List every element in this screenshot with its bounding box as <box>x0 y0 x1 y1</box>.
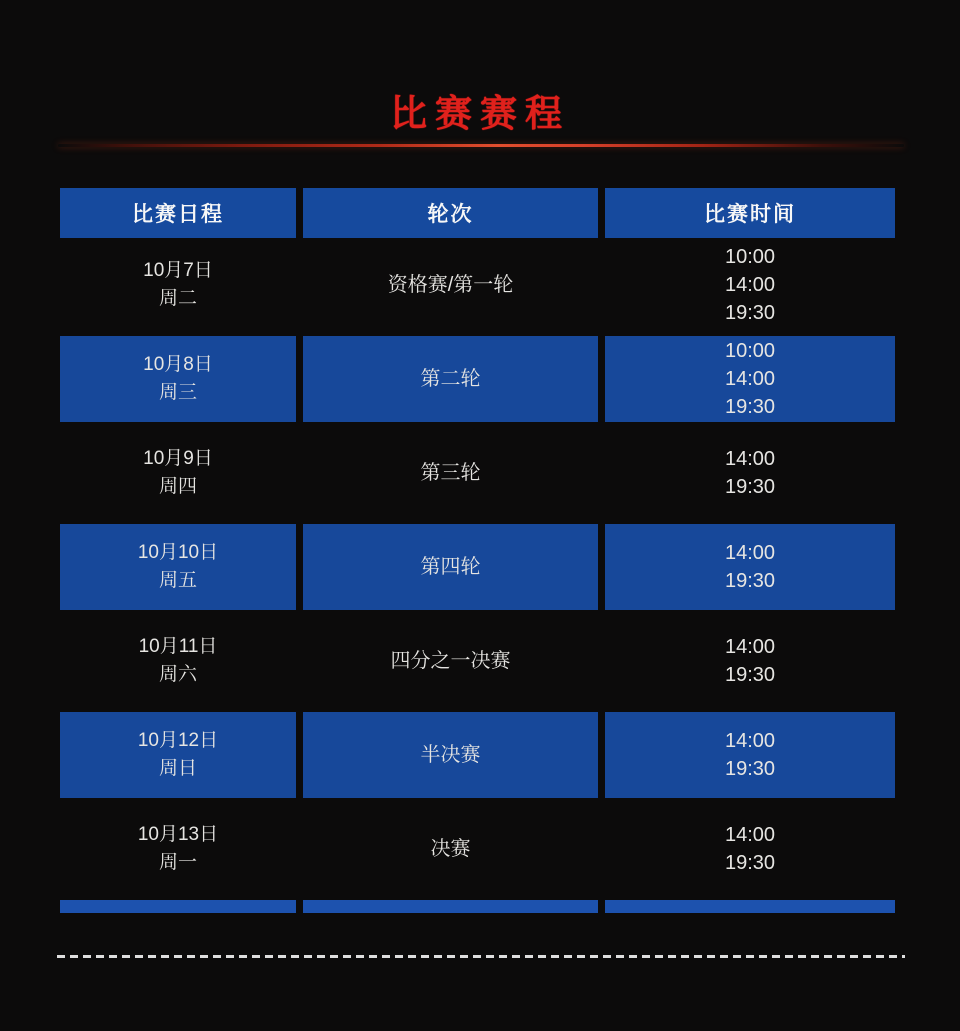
time-value: 19:30 <box>724 302 776 324</box>
time-value: 14:00 <box>724 542 776 564</box>
table-row <box>60 614 895 708</box>
round-label: 决赛 <box>430 838 471 860</box>
column-header-round: 轮次 <box>303 188 598 238</box>
date-cell <box>60 524 296 610</box>
date-label: 10月9日 <box>143 448 213 469</box>
weekday-label: 周四 <box>158 476 197 497</box>
date-cell <box>60 426 296 520</box>
date-label: 10月8日 <box>143 354 213 375</box>
round-label: 第四轮 <box>420 556 481 578</box>
time-value: 14:00 <box>724 636 776 658</box>
round-cell <box>303 426 598 520</box>
time-value: 19:30 <box>724 852 776 874</box>
table-header-row <box>60 188 895 238</box>
weekday-label: 周日 <box>158 758 197 779</box>
time-value: 19:30 <box>724 664 776 686</box>
time-value: 19:30 <box>724 570 776 592</box>
table-row <box>60 708 895 802</box>
round-cell <box>303 336 598 422</box>
time-value: 14:00 <box>724 730 776 752</box>
round-cell <box>303 712 598 798</box>
weekday-label: 周二 <box>158 288 197 309</box>
date-label: 10月12日 <box>137 730 219 751</box>
date-cell <box>60 238 296 332</box>
time-cell <box>605 614 895 708</box>
table-row <box>60 426 895 520</box>
date-cell <box>60 336 296 422</box>
date-label: 10月13日 <box>137 824 219 845</box>
time-cell <box>605 802 895 896</box>
time-value: 19:30 <box>724 396 776 418</box>
partial-cell <box>303 900 598 913</box>
round-cell <box>303 614 598 708</box>
dashed-separator <box>57 955 905 958</box>
round-label: 资格赛/第一轮 <box>387 274 514 296</box>
time-value: 14:00 <box>724 368 776 390</box>
time-value: 19:30 <box>724 758 776 780</box>
weekday-label: 周三 <box>158 382 197 403</box>
time-value: 14:00 <box>724 824 776 846</box>
page-title: 比赛赛程 <box>390 93 570 134</box>
round-cell <box>303 238 598 332</box>
column-header-time: 比赛时间 <box>605 188 895 238</box>
round-cell <box>303 802 598 896</box>
time-value: 10:00 <box>724 246 776 268</box>
round-label: 第三轮 <box>420 462 481 484</box>
round-label: 第二轮 <box>420 368 481 390</box>
date-label: 10月11日 <box>138 636 218 657</box>
red-gradient-divider <box>58 144 904 147</box>
weekday-label: 周六 <box>158 664 197 685</box>
weekday-label: 周一 <box>158 852 197 873</box>
column-header-date: 比赛日程 <box>60 188 296 238</box>
time-value: 14:00 <box>724 274 776 296</box>
time-cell <box>605 426 895 520</box>
round-label: 四分之一决赛 <box>390 650 511 672</box>
date-cell <box>60 712 296 798</box>
time-cell <box>605 712 895 798</box>
date-cell <box>60 802 296 896</box>
table-body <box>60 238 895 896</box>
time-value: 10:00 <box>724 340 776 362</box>
table-row <box>60 520 895 614</box>
time-cell <box>605 238 895 332</box>
time-value: 14:00 <box>724 448 776 470</box>
time-value: 19:30 <box>724 476 776 498</box>
round-cell <box>303 524 598 610</box>
next-row-partial <box>60 896 895 913</box>
partial-cell <box>605 900 895 913</box>
weekday-label: 周五 <box>158 570 197 591</box>
round-label: 半决赛 <box>420 744 481 766</box>
date-label: 10月7日 <box>143 260 213 281</box>
schedule-table <box>60 188 895 913</box>
date-cell <box>60 614 296 708</box>
time-cell <box>605 336 895 422</box>
table-row <box>60 802 895 896</box>
table-row <box>60 238 895 332</box>
table-row <box>60 332 895 426</box>
date-label: 10月10日 <box>137 542 219 563</box>
partial-cell <box>60 900 296 913</box>
time-cell <box>605 524 895 610</box>
